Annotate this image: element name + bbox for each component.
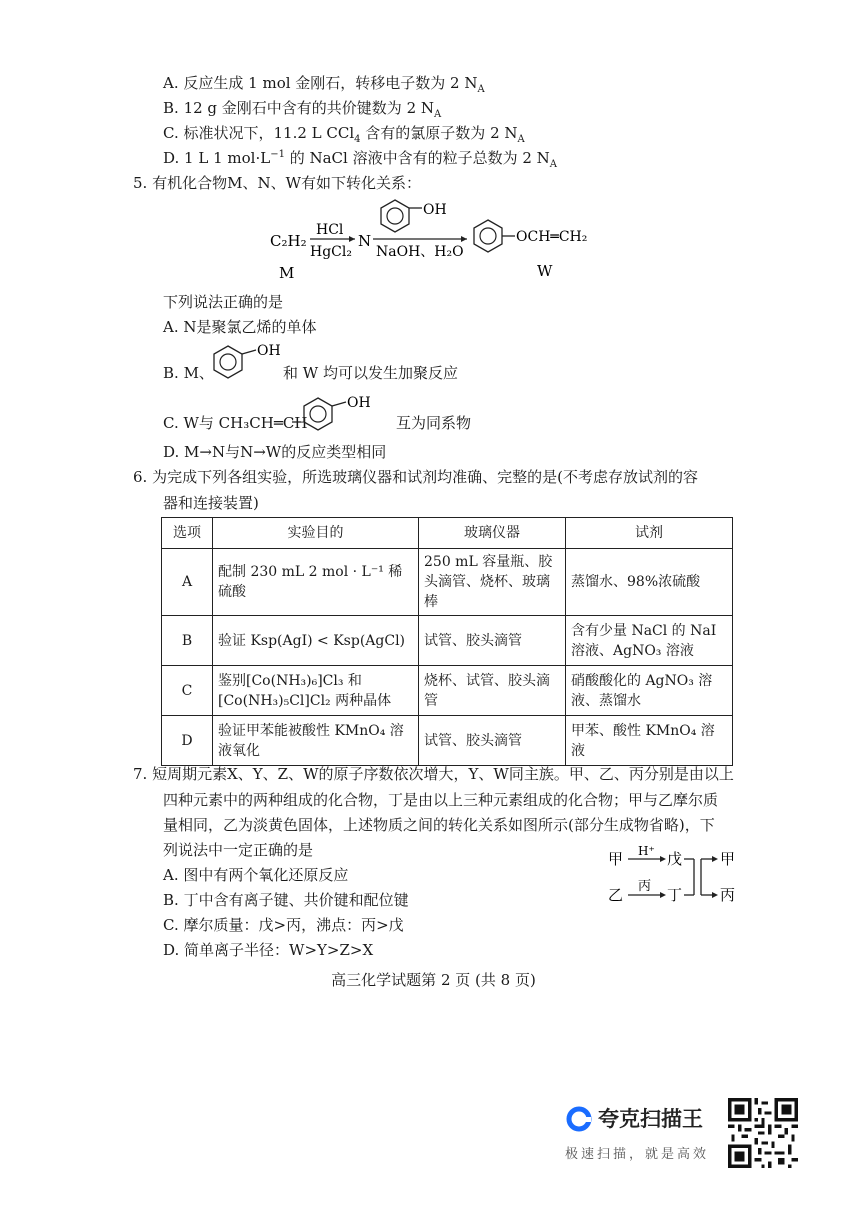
phenol-structure: [381, 200, 447, 232]
q5-option-a: [163, 316, 317, 337]
q5-prompt: 下列说法正确的是: [163, 293, 284, 311]
cell-purpose: 配制 230 mL 2 mol · L⁻¹ 稀硫酸: [213, 549, 419, 616]
watermark-slogan: 极速扫描，就是高效: [565, 1147, 710, 1162]
option-letter: D.: [163, 149, 180, 167]
node-out-jia: 甲: [720, 850, 736, 868]
node-out-bing: 丙: [720, 886, 736, 904]
question-number: 6.: [133, 468, 148, 486]
cell-option: A: [162, 549, 213, 616]
q7-option-d: [163, 939, 373, 960]
option-letter: B.: [163, 891, 179, 909]
cell-option: D: [162, 716, 213, 766]
oh-label: OH: [257, 343, 281, 359]
option-letter: B.: [163, 364, 179, 382]
option-text-b: 的 NaCl 溶液中含有的粒子总数为 2 N: [284, 149, 550, 167]
q7-option-a: [163, 864, 348, 885]
cell-purpose: 鉴别[Co(NH₃)₆]Cl₃ 和 [Co(NH₃)₅Cl]Cl₂ 两种晶体: [213, 666, 419, 716]
option-letter: D.: [163, 443, 180, 461]
table-row: [162, 716, 733, 766]
node-jia: 甲: [608, 850, 624, 868]
experiment-table: [161, 517, 733, 766]
cell-option: C: [162, 666, 213, 716]
option-text: 简单离子半径：W>Y>Z>X: [184, 941, 374, 959]
w-label: W: [537, 262, 553, 280]
cell-glassware: 试管、胶头滴管: [419, 616, 566, 666]
option-letter: A.: [163, 318, 179, 336]
m-formula: C₂H₂: [270, 232, 307, 250]
table-header-row: [162, 518, 733, 549]
cell-glassware: 试管、胶头滴管: [419, 716, 566, 766]
cell-purpose: 验证甲苯能被酸性 KMnO₄ 溶液氧化: [213, 716, 419, 766]
cell-option: B: [162, 616, 213, 666]
cell-reagent: 甲苯、酸性 KMnO₄ 溶液: [566, 716, 733, 766]
q6-stem: [133, 466, 698, 487]
q4-option-c: [163, 122, 525, 145]
m-label: M: [279, 264, 295, 282]
reagent-hgcl2: HgCl₂: [310, 244, 352, 260]
cell-glassware: 250 mL 容量瓶、胶头滴管、烧杯、玻璃棒: [419, 549, 566, 616]
option-letter: C.: [163, 124, 179, 142]
q7-stem-line: 量相同，乙为淡黄色固体，上述物质之间的转化关系如图所示(部分生成物省略)，下: [163, 816, 715, 834]
q5-reaction-scheme: [260, 196, 620, 286]
table-row: [162, 666, 733, 716]
q7-stem-line: 四种元素中的两种组成的化合物，丁是由以上三种元素组成的化合物；甲与乙摩尔质: [163, 791, 719, 809]
option-sub: A: [549, 159, 558, 170]
question-text: 短周期元素X、Y、Z、W的原子序数依次增大，Y、W同主族。甲、乙、丙分别是由以上: [152, 765, 734, 783]
q7-stem-line: 列说法中一定正确的是: [163, 841, 314, 859]
arrow-head: [660, 856, 666, 862]
option-text-a: 1 L 1 mol·L: [184, 149, 271, 167]
question-text: 有机化合物M、N、W有如下转化关系：: [152, 174, 421, 192]
question-text: 为完成下列各组实验，所选玻璃仪器和试剂均准确、完整的是(不考虑存放试剂的容: [152, 468, 698, 486]
option-sub: A: [434, 109, 442, 120]
q5-option-c: [163, 412, 307, 433]
option-text: M→N与N→W的反应类型相同: [184, 443, 387, 461]
option-text-a: 标准状况下，11.2 L CCl: [183, 124, 355, 142]
cell-purpose: 验证 Ksp(AgI) < Ksp(AgCl): [213, 616, 419, 666]
node-wu: 戊: [667, 850, 683, 868]
option-letter: C.: [163, 916, 179, 934]
oh-label: OH: [347, 395, 371, 411]
oh-label: OH: [423, 202, 447, 218]
arrow-head: [712, 892, 718, 898]
option-letter: B.: [163, 99, 179, 117]
q5-option-b-post: 和 W 均可以发生加聚反应: [283, 364, 458, 382]
arrow-head: [712, 856, 718, 862]
q4-option-b: [163, 97, 441, 120]
scanner-logo-icon: [566, 1106, 592, 1132]
option-text-b: 含有的氯原子数为 2 N: [360, 124, 518, 142]
q4-option-d: [163, 147, 557, 170]
option-text: 图中有两个氧化还原反应: [183, 866, 349, 884]
watermark-brand: 夸克扫描王: [598, 1107, 703, 1131]
qr-code-icon: [728, 1098, 798, 1168]
option-text: N是聚氯乙烯的单体: [183, 318, 317, 336]
option-sub: A: [477, 84, 485, 95]
cell-reagent: 含有少量 NaCl 的 NaI 溶液、AgNO₃ 溶液: [566, 616, 733, 666]
q5-option-b: [163, 362, 214, 383]
question-number: 5.: [133, 174, 148, 192]
q5-option-c-post: 互为同系物: [396, 414, 472, 432]
phenol-structure-c: [292, 390, 402, 436]
arrow-head: [660, 892, 666, 898]
table-row: [162, 616, 733, 666]
option-text: 丁中含有离子键、共价键和配位键: [183, 891, 409, 909]
option-letter: C.: [163, 414, 179, 432]
option-text-pre: W与 CH₃CH═CH: [183, 414, 308, 432]
header-glassware: 玻璃仪器: [419, 518, 566, 549]
option-sub: 4: [354, 134, 361, 145]
q7-transformation-diagram: [606, 842, 741, 908]
bing-label: 丙: [638, 879, 652, 894]
h-plus-label: H⁺: [638, 844, 655, 858]
option-text: 反应生成 1 mol 金刚石，转移电子数为 2 N: [183, 74, 478, 92]
q5-stem: [133, 172, 421, 193]
phenol-structure-b: [208, 340, 288, 386]
option-sup: −1: [270, 149, 285, 160]
option-text-pre: M、: [183, 364, 214, 382]
cell-reagent: 蒸馏水、98%浓硫酸: [566, 549, 733, 616]
option-letter: D.: [163, 941, 180, 959]
w-structure: [474, 220, 587, 252]
option-letter: A.: [163, 866, 179, 884]
option-letter: A.: [163, 74, 179, 92]
option-text: 摩尔质量：戊>丙，沸点：丙>戊: [183, 916, 404, 934]
table-row: [162, 549, 733, 616]
header-reagent: 试剂: [566, 518, 733, 549]
w-group: OCH═CH₂: [516, 229, 588, 245]
question-number: 7.: [133, 765, 148, 783]
reagent-hcl: HCl: [316, 222, 344, 238]
cell-glassware: 烧杯、试管、胶头滴管: [419, 666, 566, 716]
n-label: N: [358, 232, 372, 250]
page-footer: 高三化学试题第 2 页 (共 8 页): [331, 971, 536, 989]
q7-option-c: [163, 914, 404, 935]
option-text: 12 g 金刚石中含有的共价键数为 2 N: [183, 99, 435, 117]
arrow-1-head: [349, 236, 355, 242]
q7-option-b: [163, 889, 409, 910]
node-ding: 丁: [667, 886, 683, 904]
option-sub: A: [517, 134, 525, 145]
node-yi: 乙: [608, 886, 624, 904]
q6-stem-line2: 器和连接装置): [163, 494, 259, 512]
cell-reagent: 硝酸酸化的 AgNO₃ 溶液、蒸馏水: [566, 666, 733, 716]
header-purpose: 实验目的: [213, 518, 419, 549]
q5-option-d: [163, 441, 386, 462]
q7-stem: [133, 763, 734, 784]
reagent-naoh: NaOH、H₂O: [376, 244, 464, 260]
header-option: 选项: [162, 518, 213, 549]
arrow-2-head: [461, 236, 467, 242]
q4-option-a: [163, 72, 485, 95]
